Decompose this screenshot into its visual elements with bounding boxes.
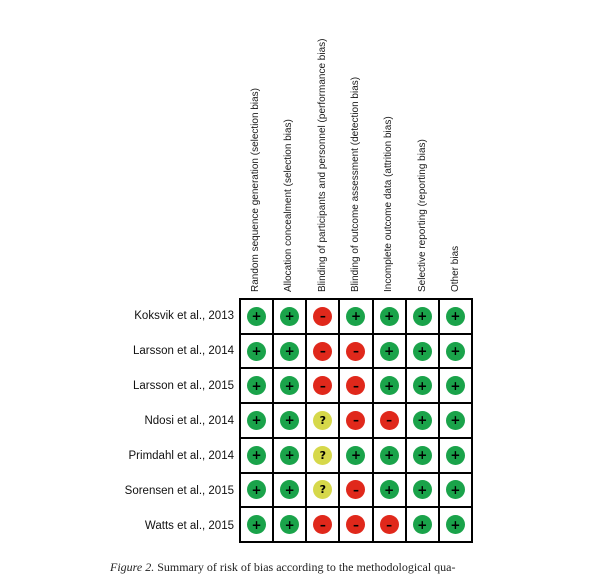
- column-label-text: Blinding of outcome assessment (detection bias): [350, 76, 361, 292]
- low-risk-dot: +: [247, 376, 266, 395]
- grid-cell: [439, 507, 472, 542]
- grid-cell: [406, 473, 439, 508]
- low-risk-dot: +: [247, 307, 266, 326]
- unclear-risk-dot: ?: [313, 446, 332, 465]
- column-label-text: Blinding of participants and personnel (performance bias): [316, 38, 328, 292]
- caption-text: Summary of risk of bias according to the methodological qua-: [157, 560, 456, 574]
- low-risk-dot: +: [247, 515, 266, 534]
- low-risk-dot: +: [446, 446, 465, 465]
- high-risk-dot: –: [346, 515, 365, 534]
- grid-cell: [273, 438, 306, 473]
- grid-cell: [373, 334, 406, 369]
- grid-cell: [273, 334, 306, 369]
- grid-cell: [306, 368, 339, 403]
- low-risk-dot: +: [413, 446, 432, 465]
- grid-cell: [306, 507, 339, 542]
- unclear-risk-dot: ?: [313, 411, 332, 430]
- low-risk-dot: +: [280, 446, 299, 465]
- low-risk-dot: +: [380, 342, 399, 361]
- figure-caption: [110, 560, 510, 575]
- grid-cell: [306, 403, 339, 438]
- low-risk-dot: +: [380, 307, 399, 326]
- low-risk-dot: +: [413, 376, 432, 395]
- study-label: Larsson et al., 2014: [132, 344, 234, 357]
- column-label-text: Random sequence generation (selection bias): [249, 87, 261, 292]
- high-risk-dot: –: [346, 480, 365, 499]
- grid-cell: [406, 507, 439, 542]
- low-risk-dot: +: [413, 307, 432, 326]
- low-risk-dot: +: [280, 411, 299, 430]
- grid-cell: [273, 368, 306, 403]
- study-label: Primdahl et al., 2014: [128, 449, 234, 462]
- grid-cell: [306, 299, 339, 334]
- column-label-text: Selective reporting (reporting bias): [416, 139, 428, 292]
- grid-cell: [406, 368, 439, 403]
- study-label: Sorensen et al., 2015: [124, 484, 234, 497]
- low-risk-dot: +: [380, 376, 399, 395]
- low-risk-dot: +: [247, 446, 266, 465]
- high-risk-dot: –: [346, 376, 365, 395]
- grid-cell: [373, 507, 406, 542]
- high-risk-dot: –: [313, 342, 332, 361]
- study-label: Koksvik et al., 2013: [134, 309, 234, 322]
- low-risk-dot: +: [346, 446, 365, 465]
- grid-cell: [273, 403, 306, 438]
- grid-cell: [439, 438, 472, 473]
- grid-cell: [306, 438, 339, 473]
- grid-cell: [339, 438, 372, 473]
- high-risk-dot: –: [346, 411, 365, 430]
- grid-cell: [273, 473, 306, 508]
- grid-cell: [240, 334, 273, 369]
- low-risk-dot: +: [413, 342, 432, 361]
- grid-cell: [406, 438, 439, 473]
- grid-cell: [240, 507, 273, 542]
- low-risk-dot: +: [413, 515, 432, 534]
- low-risk-dot: +: [413, 411, 432, 430]
- low-risk-dot: +: [247, 342, 266, 361]
- grid-cell: [339, 507, 372, 542]
- unclear-risk-dot: ?: [313, 480, 332, 499]
- grid-cell: [240, 299, 273, 334]
- study-label: Watts et al., 2015: [144, 519, 234, 532]
- low-risk-dot: +: [446, 342, 465, 361]
- high-risk-dot: –: [380, 411, 399, 430]
- low-risk-dot: +: [247, 480, 266, 499]
- grid-cell: [373, 438, 406, 473]
- low-risk-dot: +: [413, 480, 432, 499]
- grid-cell: [273, 299, 306, 334]
- grid-cell: [339, 403, 372, 438]
- low-risk-dot: +: [280, 480, 299, 499]
- grid-cell: [439, 368, 472, 403]
- column-label-text: Allocation concealment (selection bias): [283, 119, 295, 292]
- low-risk-dot: +: [280, 307, 299, 326]
- grid-cell: [273, 507, 306, 542]
- grid-cell: [373, 403, 406, 438]
- high-risk-dot: –: [380, 515, 399, 534]
- grid-cell: [240, 403, 273, 438]
- high-risk-dot: –: [313, 307, 332, 326]
- grid-cell: [439, 473, 472, 508]
- low-risk-dot: +: [446, 411, 465, 430]
- low-risk-dot: +: [446, 376, 465, 395]
- low-risk-dot: +: [247, 411, 266, 430]
- grid-cell: [240, 368, 273, 403]
- study-label: Larsson et al., 2015: [132, 379, 234, 392]
- low-risk-dot: +: [446, 307, 465, 326]
- grid-cell: [240, 473, 273, 508]
- grid-cell: [373, 473, 406, 508]
- low-risk-dot: +: [446, 515, 465, 534]
- risk-of-bias-grid: [239, 298, 473, 543]
- low-risk-dot: +: [280, 376, 299, 395]
- column-label-text: Incomplete outcome data (attrition bias): [383, 116, 395, 292]
- grid-cell: [240, 438, 273, 473]
- grid-cell: [373, 368, 406, 403]
- low-risk-dot: +: [380, 446, 399, 465]
- grid-cell: [339, 334, 372, 369]
- high-risk-dot: –: [313, 376, 332, 395]
- grid-cell: [406, 334, 439, 369]
- low-risk-dot: +: [380, 480, 399, 499]
- grid-cell: [339, 368, 372, 403]
- grid-cell: [306, 334, 339, 369]
- grid-cell: [406, 299, 439, 334]
- grid-cell: [439, 334, 472, 369]
- low-risk-dot: +: [280, 342, 299, 361]
- grid-cell: [439, 299, 472, 334]
- column-label-text: Other bias: [450, 245, 462, 292]
- low-risk-dot: +: [280, 515, 299, 534]
- study-label: Ndosi et al., 2014: [144, 414, 234, 427]
- high-risk-dot: –: [313, 515, 332, 534]
- grid-cell: [339, 299, 372, 334]
- grid-cell: [406, 403, 439, 438]
- grid-cell: [339, 473, 372, 508]
- grid-cell: [439, 403, 472, 438]
- high-risk-dot: –: [346, 342, 365, 361]
- low-risk-dot: +: [446, 480, 465, 499]
- caption-label: Figure 2.: [110, 560, 155, 574]
- grid-cell: [373, 299, 406, 334]
- grid-cell: [306, 473, 339, 508]
- low-risk-dot: +: [346, 307, 365, 326]
